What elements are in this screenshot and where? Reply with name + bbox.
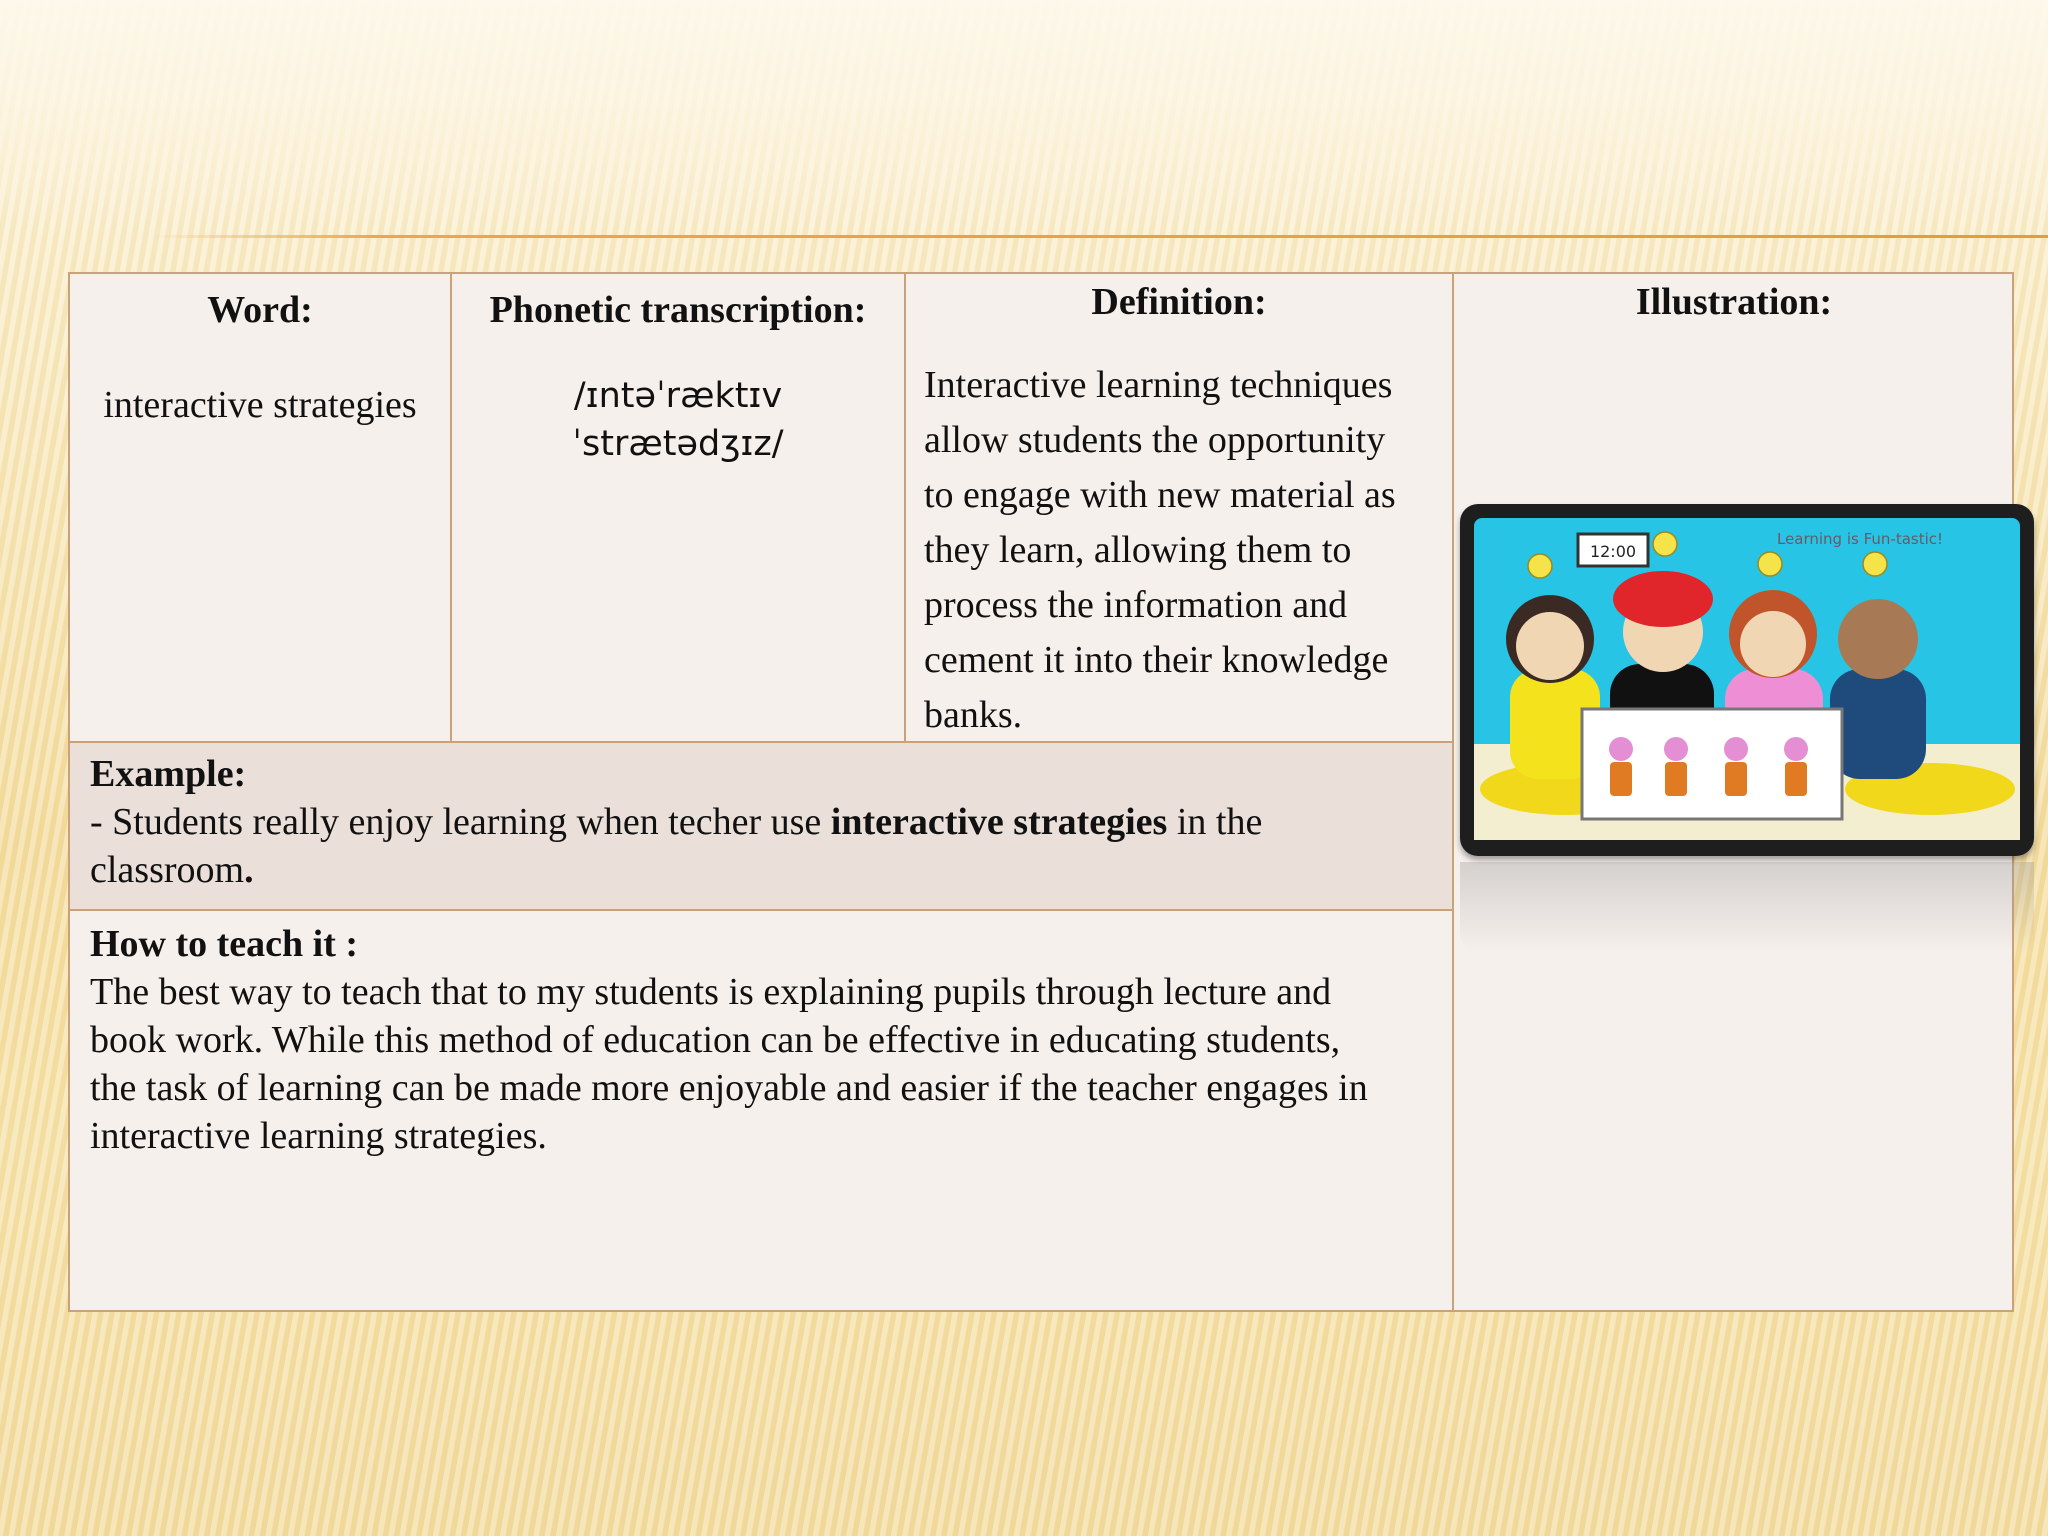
definition-header: Definition: xyxy=(1091,281,1267,323)
classroom-illustration xyxy=(1460,504,2034,856)
example-highlight: interactive strategies xyxy=(830,801,1168,843)
divider-howto-top xyxy=(70,909,1453,911)
definition-text xyxy=(924,358,1449,743)
example-sentence-line-1 xyxy=(90,798,1440,846)
how-to-line: the task of learning can be made more enjoyable and easier if the teacher engages in xyxy=(90,1067,1368,1109)
phonetic-line-2: ˈstrætədʒɪz/ xyxy=(572,424,784,464)
phonetic-header: Phonetic transcription: xyxy=(489,289,867,331)
example-text-line2: classroom xyxy=(90,849,245,891)
clock-text: 12:00 xyxy=(1589,542,1637,561)
definition-line: allow students the opportunity xyxy=(924,419,1386,461)
header-rule xyxy=(150,235,2048,238)
example-cell xyxy=(90,750,1440,894)
example-text-before: - Students really enjoy learning when techer use xyxy=(90,801,831,843)
phonetic-cell xyxy=(452,274,904,742)
definition-line: they learn, allowing them to xyxy=(924,529,1352,571)
how-to-line: book work. While this method of education can be effective in educating students, xyxy=(90,1019,1341,1061)
vocabulary-table xyxy=(68,272,2014,1312)
phonetic-line-1: /ɪntəˈræktɪv xyxy=(573,376,783,416)
background-top-fade xyxy=(0,0,2048,230)
example-sentence-line-2 xyxy=(90,846,1440,894)
definition-line: to engage with new material as xyxy=(924,474,1396,516)
example-header: Example: xyxy=(90,753,247,795)
divider-illustration xyxy=(1452,274,1454,1312)
example-period: . xyxy=(244,849,254,891)
how-to-teach-cell xyxy=(90,920,1450,1160)
word-value: interactive strategies xyxy=(103,384,417,426)
definition-line: process the information and xyxy=(924,584,1348,626)
word-header: Word: xyxy=(207,289,313,331)
how-to-line: interactive learning strategies. xyxy=(90,1115,547,1157)
how-to-line: The best way to teach that to my students is explaining pupils through lecture and xyxy=(90,971,1332,1013)
definition-line: Interactive learning techniques xyxy=(924,364,1393,406)
word-cell xyxy=(70,274,450,742)
illustration-header: Illustration: xyxy=(1635,281,1833,323)
illustration-reflection xyxy=(1460,862,2034,952)
definition-cell xyxy=(906,274,1452,742)
how-to-header: How to teach it : xyxy=(90,923,359,965)
definition-line: banks. xyxy=(924,694,1023,736)
definition-line: cement it into their knowledge xyxy=(924,639,1389,681)
banner-text: Learning is Fun-tastic! xyxy=(1776,530,1944,548)
example-text-after: in the xyxy=(1167,801,1263,843)
